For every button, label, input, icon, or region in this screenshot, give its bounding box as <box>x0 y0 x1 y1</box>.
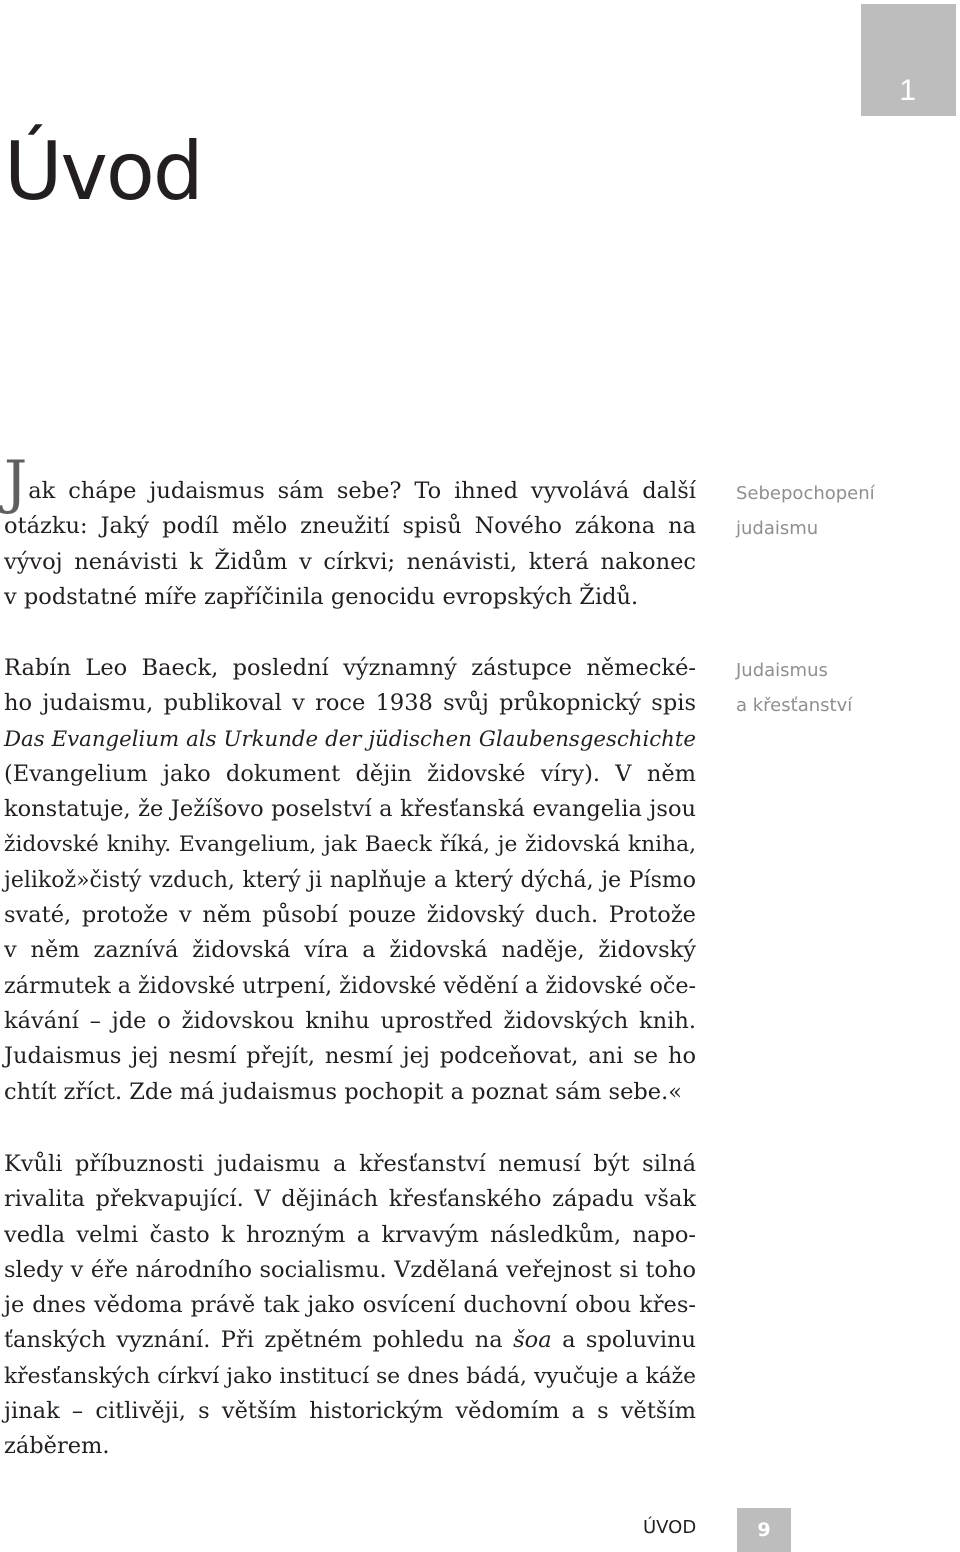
paragraph-line: Rabín Leo Baeck, poslední významný zástupce německé- <box>4 655 696 681</box>
paragraph-line: záběrem. <box>4 1433 110 1460</box>
paragraph-intro <box>4 448 696 615</box>
chapter-number: 1 <box>899 74 916 107</box>
paragraph-line: zármutek a židovské utrpení, židovské vědění a židovské oče- <box>4 972 697 999</box>
paragraph-line: ho judaismu, publikoval v roce 1938 svůj průkopnický spis <box>4 690 696 717</box>
paragraph-rivalry <box>4 1147 696 1465</box>
margin-note-line: Judaismus <box>736 660 828 681</box>
chapter-title: Úvod <box>4 125 202 218</box>
paragraph-line-book-title: Das Evangelium als Urkunde der jüdischen Glaubensgeschichte <box>4 726 696 752</box>
margin-note-line: Sebepochopení <box>736 483 875 504</box>
paragraph-line: ťanských vyznání. Při zpětném pohledu na šoa a spoluvinu <box>4 1327 697 1354</box>
margin-note-line: judaismu <box>736 518 819 539</box>
paragraph-line: sledy v éře národního socialismu. Vzdělaná veřejnost si toho <box>4 1256 696 1283</box>
paragraph-line: otázku: Jaký podíl mělo zneužití spisů Nového zákona na <box>4 513 696 540</box>
paragraph-line: je dnes vědoma právě tak jako osvícení duchovní obou křes- <box>4 1292 696 1319</box>
paragraph-line: chtít zříct. Zde má judaismus pochopit a poznat sám sebe.« <box>4 1078 683 1105</box>
paragraph-line: vývoj nenávisti k Židům v církvi; nenávisti, která nakonec <box>4 548 696 575</box>
paragraph-line: (Evangelium jako dokument dějin židovské víry). V něm <box>4 760 696 787</box>
margin-note-self-understanding <box>736 476 875 546</box>
drop-cap: J <box>4 448 28 516</box>
paragraph-line: vedla velmi často k hrozným a krvavým následkům, napo- <box>4 1221 696 1248</box>
paragraph-line: židovské knihy. Evangelium, jak Baeck říká, je židovská kniha, <box>4 832 696 858</box>
paragraph-line: v podstatné míře zapříčinila genocidu evropských Židů. <box>4 583 639 610</box>
paragraph-line: Kvůli příbuznosti judaismu a křesťanství nemusí být silná <box>4 1151 696 1177</box>
paragraph-line: Jak chápe judaismus sám sebe? To ihned vyvolává další <box>4 448 696 516</box>
paragraph-line: rivalita překvapující. V dějinách křesťanského západu však <box>4 1186 696 1213</box>
margin-note-line: a křesťanství <box>736 695 853 716</box>
paragraph-baeck <box>4 651 696 1110</box>
paragraph-line: v něm zaznívá židovská víra a židovská naděje, židovský <box>4 937 696 964</box>
chapter-number-tab <box>861 4 956 116</box>
page-number: 9 <box>757 1519 771 1541</box>
paragraph-line: Judaismus jej nesmí přejít, nesmí jej podceňovat, ani se ho <box>4 1043 696 1070</box>
paragraph-line: svaté, protože v něm působí pouze židovský duch. Protože <box>4 902 696 929</box>
margin-note-judaism-christianity <box>736 653 852 723</box>
paragraph-line: jinak – citlivěji, s větším historickým vědomím a s větším <box>4 1398 696 1425</box>
paragraph-line: křesťanských církví jako institucí se dnes bádá, vyučuje a káže <box>4 1363 696 1389</box>
paragraph-line: jelikož»čistý vzduch, který ji naplňuje a který dýchá, je Písmo <box>4 867 696 893</box>
page-number-box <box>737 1508 791 1552</box>
paragraph-line: konstatuje, že Ježíšovo poselství a křesťanská evangelia jsou <box>4 796 696 823</box>
paragraph-line: kávání – jde o židovskou knihu uprostřed židovských knih. <box>4 1007 696 1034</box>
running-footer-label: ÚVOD <box>643 1517 697 1538</box>
